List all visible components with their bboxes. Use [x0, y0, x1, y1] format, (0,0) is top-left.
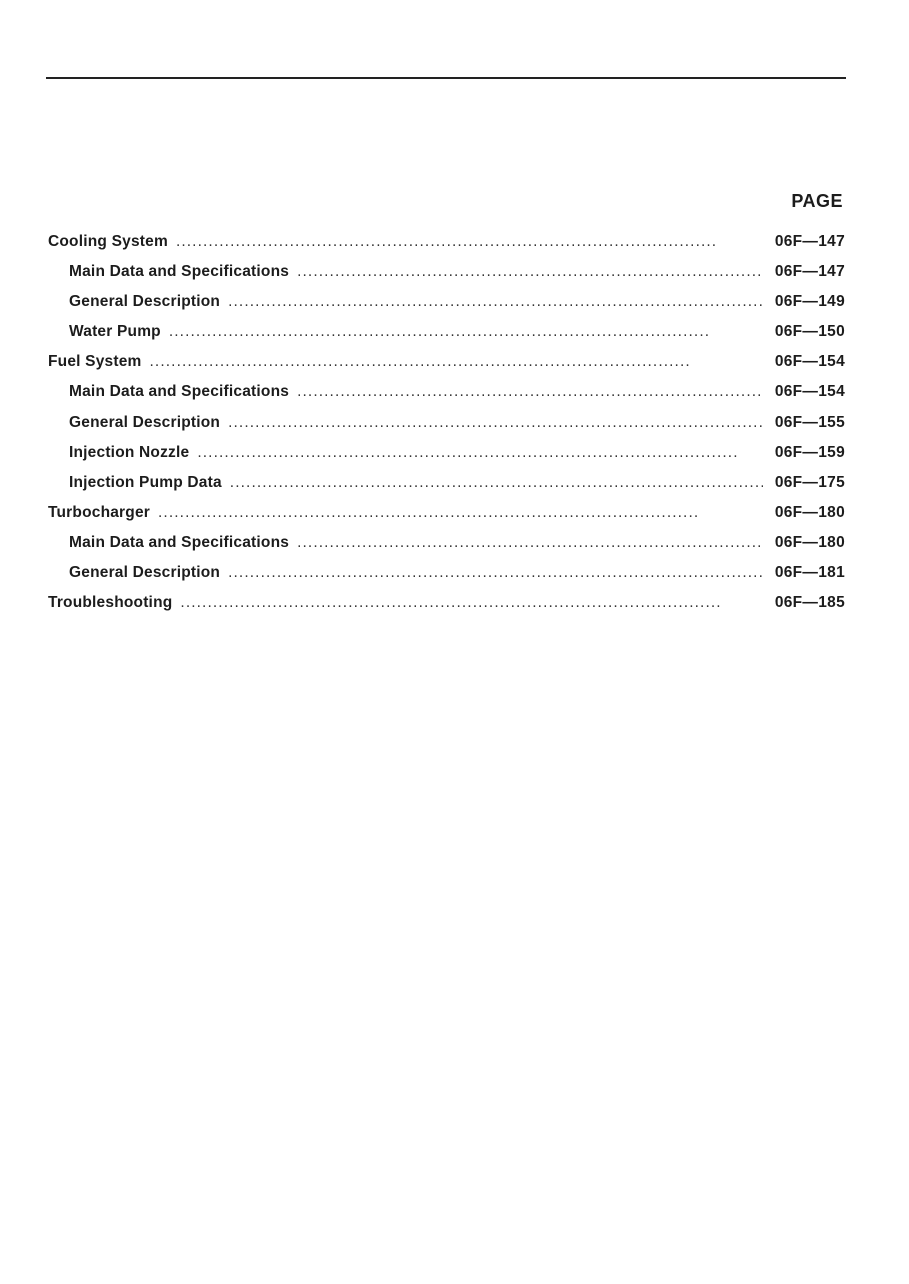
- toc-entry-title: Injection Pump Data: [69, 473, 222, 491]
- toc-entry-title: Water Pump: [69, 323, 161, 341]
- table-of-contents: [48, 233, 845, 624]
- toc-entry-fuel-main-data[interactable]: [48, 383, 845, 413]
- dot-leader: [297, 383, 763, 401]
- toc-entry-turbo-general-description[interactable]: [48, 564, 845, 594]
- toc-entry-page: 06F—154: [774, 383, 845, 401]
- toc-entry-troubleshooting[interactable]: [48, 594, 845, 624]
- dot-leader: [230, 474, 763, 492]
- toc-entry-title: Troubleshooting: [48, 594, 173, 612]
- toc-entry-cooling-general-description[interactable]: [48, 293, 845, 323]
- toc-entry-turbo-main-data[interactable]: [48, 534, 845, 564]
- toc-entry-page: 06F—154: [774, 353, 845, 371]
- dot-leader: [176, 233, 763, 251]
- dot-leader: [150, 353, 763, 371]
- toc-entry-title: General Description: [69, 564, 221, 582]
- toc-entry-page: 06F—155: [774, 413, 845, 431]
- toc-entry-page: 06F—149: [774, 293, 845, 311]
- toc-entry-title: Cooling System: [48, 233, 168, 250]
- toc-entry-title: Main Data and Specifications: [69, 533, 290, 551]
- toc-entry-page: 06F—175: [774, 473, 845, 491]
- top-rule: [46, 77, 846, 79]
- toc-entry-title: Main Data and Specifications: [69, 263, 290, 281]
- toc-entry-title: General Description: [69, 293, 221, 311]
- toc-entry-title: Injection Nozzle: [69, 443, 190, 461]
- toc-entry-fuel-general-description[interactable]: [48, 414, 845, 444]
- dot-leader: [297, 263, 763, 281]
- toc-entry-page: 06F—159: [774, 443, 845, 461]
- toc-entry-injection-nozzle[interactable]: [48, 444, 845, 474]
- toc-entry-turbocharger[interactable]: [48, 504, 845, 534]
- dot-leader: [297, 534, 763, 552]
- toc-entry-page: 06F—180: [774, 533, 845, 551]
- toc-entry-page: 06F—147: [774, 233, 845, 250]
- toc-entry-page: 06F—147: [774, 263, 845, 281]
- toc-entry-page: 06F—180: [774, 503, 845, 521]
- page-column-heading: PAGE: [791, 191, 843, 211]
- dot-leader: [228, 564, 763, 582]
- toc-entry-title: Main Data and Specifications: [69, 383, 290, 401]
- toc-entry-page: 06F—181: [774, 564, 845, 582]
- dot-leader: [158, 504, 763, 522]
- toc-entry-injection-pump-data[interactable]: [48, 474, 845, 504]
- dot-leader: [228, 293, 763, 311]
- toc-entry-cooling-system[interactable]: [48, 233, 845, 263]
- dot-leader: [228, 414, 763, 432]
- dot-leader: [180, 594, 763, 612]
- toc-entry-page: 06F—150: [774, 323, 845, 341]
- toc-entry-title: General Description: [69, 413, 221, 431]
- toc-entry-title: Turbocharger: [48, 503, 151, 521]
- toc-entry-cooling-main-data[interactable]: [48, 263, 845, 293]
- toc-entry-water-pump[interactable]: [48, 323, 845, 353]
- toc-entry-page: 06F—185: [774, 594, 845, 612]
- dot-leader: [169, 323, 763, 341]
- dot-leader: [197, 444, 763, 462]
- toc-entry-title: Fuel System: [48, 353, 142, 371]
- toc-entry-fuel-system[interactable]: [48, 353, 845, 383]
